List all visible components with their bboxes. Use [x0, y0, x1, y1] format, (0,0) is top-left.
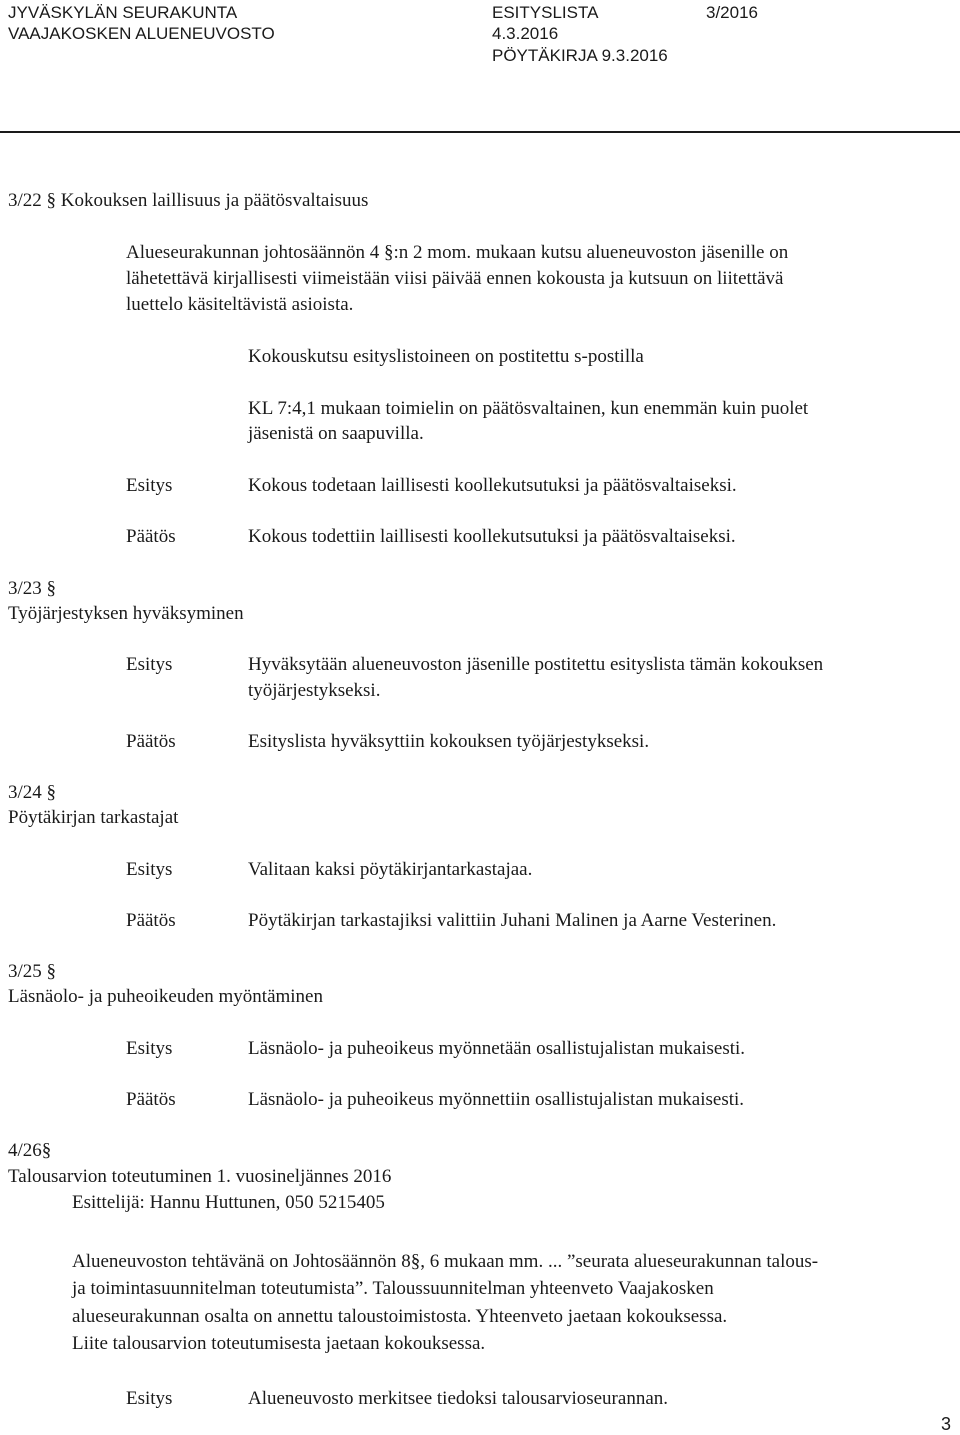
page-number: 3	[941, 1414, 952, 1434]
item-title: Kokouksen laillisuus ja päätösvaltaisuus	[60, 190, 369, 211]
body-line: ja toimintasuunnitelman toteutumista”. Taloussuunnitelman yhteenveto Vaajakosken	[72, 1278, 714, 1299]
header-date: 4.3.2016	[492, 24, 559, 43]
item-title: Talousarvion toteutuminen 1. vuosineljännes 2016	[8, 1166, 392, 1187]
esitys-text: Läsnäolo- ja puheoikeus myönnetään osallistujalistan mukaisesti.	[248, 1038, 746, 1059]
paatos-text: Esityslista hyväksyttiin kokouksen työjärjestykseksi.	[248, 731, 650, 752]
item-title: Työjärjestyksen hyväksyminen	[8, 603, 244, 624]
paatos-text: Läsnäolo- ja puheoikeus myönnettiin osallistujalistan mukaisesti.	[248, 1089, 745, 1110]
paatos-text: Kokous todettiin laillisesti koollekutsutuksi ja päätösvaltaiseksi.	[248, 526, 736, 547]
section-sign-icon: §	[46, 190, 57, 211]
esitys-text: Valitaan kaksi pöytäkirjantarkastajaa.	[248, 859, 533, 880]
esitys-label: Esitys	[126, 475, 173, 496]
item-number-line	[8, 1138, 51, 1164]
item-number: 4/26	[8, 1140, 42, 1161]
body-line: luettelo käsiteltävistä asioista.	[126, 294, 354, 315]
item-number: 3/23	[8, 578, 42, 599]
header-minutes: PÖYTÄKIRJA 9.3.2016	[492, 46, 668, 65]
paatos-label: Päätös	[126, 526, 176, 547]
item-title: Pöytäkirjan tarkastajat	[8, 807, 179, 828]
item-number-line	[8, 959, 56, 985]
section-sign-icon: §	[46, 578, 57, 599]
paatos-label: Päätös	[126, 910, 176, 931]
paatos-label: Päätös	[126, 1089, 176, 1110]
quorum-rule-line: KL 7:4,1 mukaan toimielin on päätösvaltainen, kun enemmän kuin puolet	[248, 398, 809, 419]
body-line: Alueneuvoston tehtävänä on Johtosäännön 8§, 6 mukaan mm. ... ”seurata alueseurakunnan talous-	[72, 1251, 819, 1272]
esitys-text: Kokous todetaan laillisesti koollekutsutuksi ja päätösvaltaiseksi.	[248, 475, 737, 496]
item-number: 3/24	[8, 782, 42, 803]
paatos-label: Päätös	[126, 731, 176, 752]
item-number: 3/22	[8, 190, 42, 211]
esitys-text: Hyväksytään alueneuvoston jäsenille postitettu esityslista tämän kokouksen	[248, 654, 824, 675]
paatos-text: Pöytäkirjan tarkastajiksi valittiin Juhani Malinen ja Aarne Vesterinen.	[248, 910, 777, 931]
item-number-line	[8, 576, 56, 602]
quorum-rule-line: jäsenistä on saapuvilla.	[248, 423, 424, 444]
body-line: lähetettävä kirjallisesti viimeistään viisi päivää ennen kokousta ja kutsuun on liitettävä	[126, 268, 784, 289]
body-line: Liite talousarvion toteutumisesta jaetaan kokouksessa.	[72, 1333, 486, 1354]
body-line: alueseurakunnan osalta on annettu taloustoimistosta. Yhteenveto jaetaan kokouksessa.	[72, 1306, 728, 1327]
esitys-text: työjärjestykseksi.	[248, 680, 381, 701]
header-org-2: VAAJAKOSKEN ALUENEUVOSTO	[8, 24, 275, 43]
section-sign-icon: §	[41, 1140, 52, 1161]
esitys-label: Esitys	[126, 654, 173, 675]
header-divider	[0, 131, 960, 133]
header-doc-type: ESITYSLISTA	[492, 3, 599, 22]
esitys-text: Alueneuvosto merkitsee tiedoksi talousarvioseurannan.	[248, 1388, 669, 1409]
esitys-label: Esitys	[126, 1038, 173, 1059]
item-title: Läsnäolo- ja puheoikeuden myöntäminen	[8, 986, 323, 1007]
header-doc-number: 3/2016	[706, 3, 758, 22]
section-sign-icon: §	[46, 782, 57, 803]
item-number: 3/25	[8, 961, 42, 982]
item-number-line	[8, 780, 56, 806]
esitys-label: Esitys	[126, 1388, 173, 1409]
esitys-label: Esitys	[126, 859, 173, 880]
presenter: Esittelijä: Hannu Huttunen, 050 5215405	[72, 1192, 385, 1213]
body-line: Alueseurakunnan johtosäännön 4 §:n 2 mom. mukaan kutsu alueneuvoston jäsenille on	[126, 242, 789, 263]
section-sign-icon: §	[46, 961, 57, 982]
invitation-note: Kokouskutsu esityslistoineen on postitettu s-postilla	[248, 346, 644, 367]
item-heading	[8, 188, 368, 214]
header-org-1: JYVÄSKYLÄN SEURAKUNTA	[8, 3, 238, 22]
